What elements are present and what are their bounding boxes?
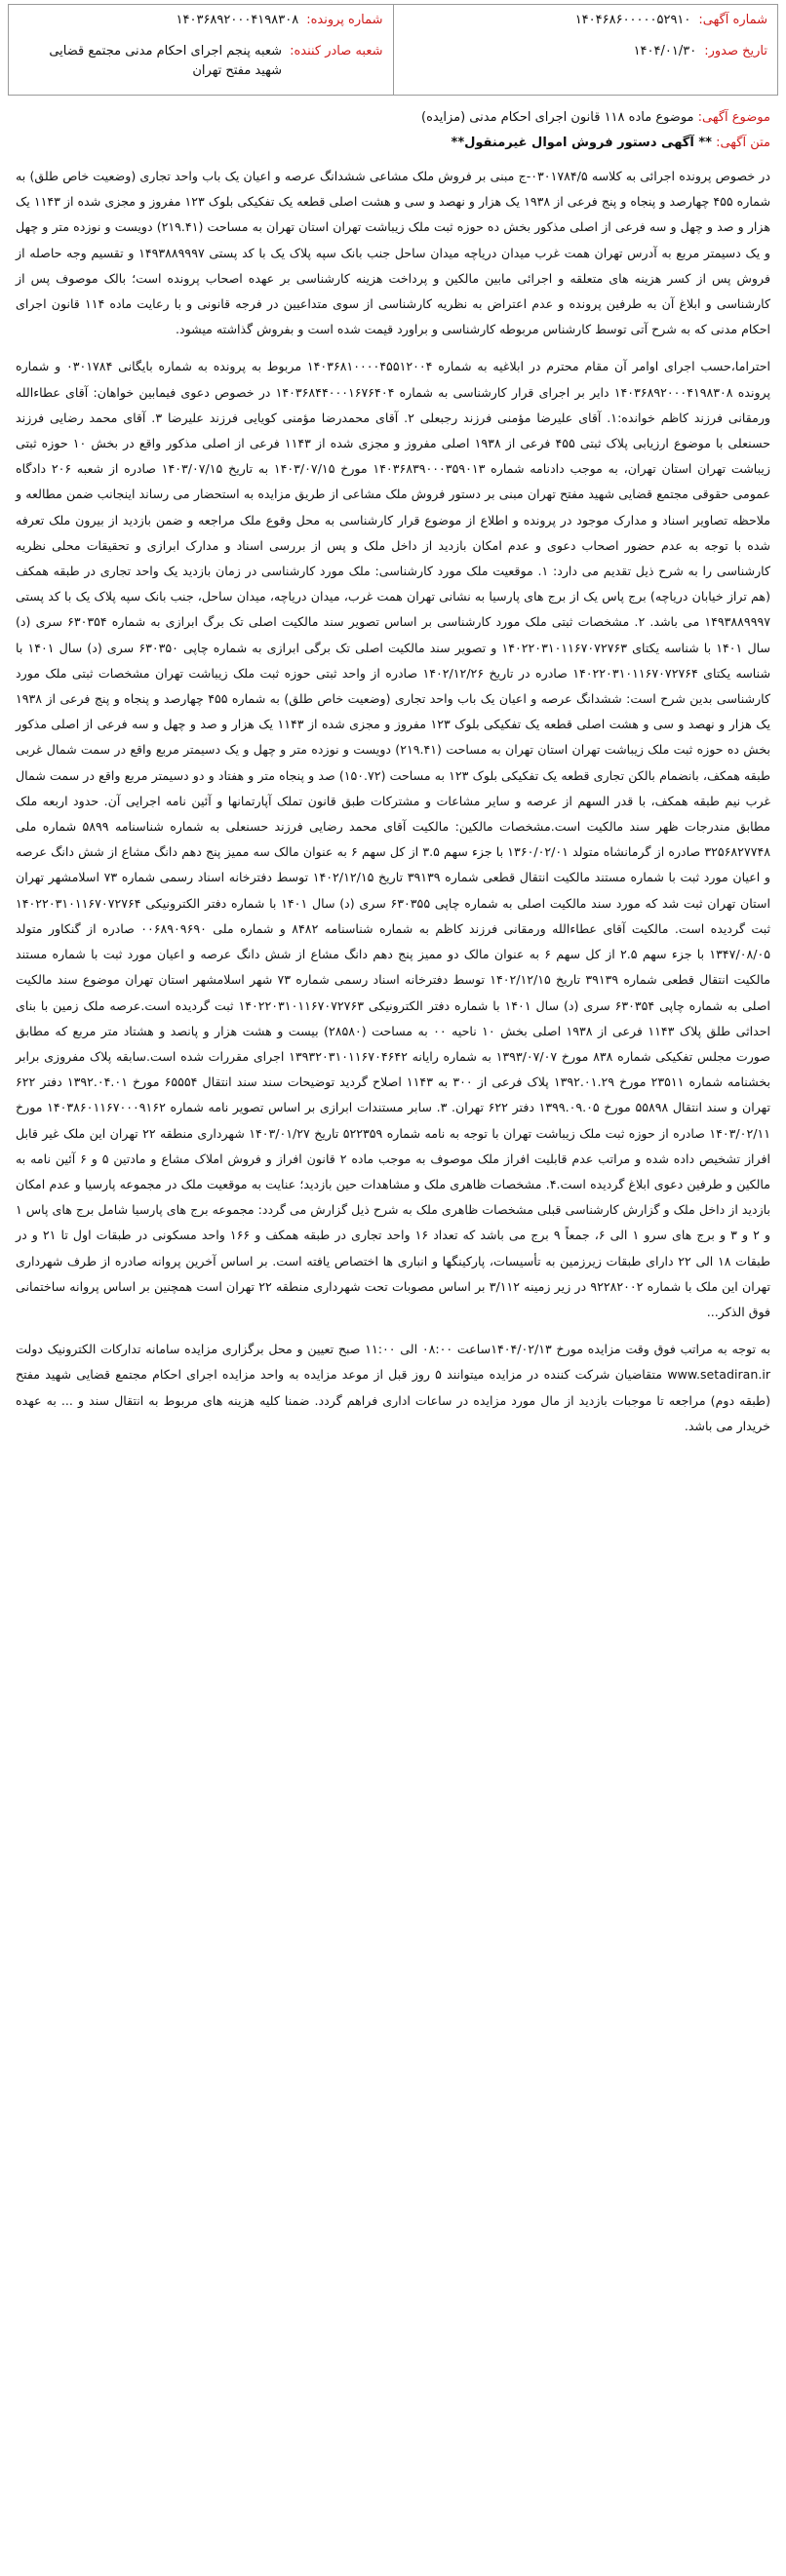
- paragraph-auction-time: به توجه به مراتب فوق وقت مزایده مورخ ۱۴۰۴/۰۲/۱۳ساعت ۰۸:۰۰ الی ۱۱:۰۰ صبح تعیین و محل برگزاری مزایده سامانه تدارکات الکترونیک دولت www.setadiran.ir متقاضیان شرکت کننده در مزایده میتوانند ۵ روز قبل از موعد مزایده به واحد مزایده اجرای احکام مجتمع قضایی شهید مفتح (طبقه دوم) مراجعه تا موجبات بازدید از مال مورد مزایده در ساعات اداری فراهم گردد. ضمنا کلیه هزینه های مربوط به انتقال سند و ... به عهده خریدار می باشد.: [16, 1342, 770, 1433]
- case-number-row: [19, 11, 383, 30]
- case-number: ۱۴۰۳۶۸۹۲۰۰۰۴۱۹۸۳۰۸: [176, 13, 299, 27]
- issuing-branch: شعبه پنجم اجرای احکام مدنی مجتمع قضایی شهید مفتح تهران: [49, 44, 283, 78]
- subject-line: [8, 96, 778, 129]
- letter-number-row: [404, 11, 768, 30]
- issue-date-row: [404, 42, 768, 61]
- header-left-cell: [9, 5, 394, 95]
- header-table: [8, 4, 778, 96]
- ad-body: [8, 154, 778, 1439]
- paragraph-intro: در خصوص پرونده اجرائی به کلاسه ۰۳۰۱۷۸۴/۵-ج مبنی بر فروش ملک مشاعی ششدانگ عرصه و اعیان یک باب واحد تجاری (وضعیت خاص طلق) به شماره ۴۵۵ چهارصد و پنجاه و پنج فرعی از ۱۹۳۸ یک هزار و نهصد و سی و هشت اصلی قطعه یک تفکیکی بلوک ۱۲۳ مفروز و مجزی شده از ۱۱۴۳ یک هزار و صد و چهل و سه فرعی از اصلی مذکور بخش ده حوزه ثبت ملک زیباشت تهران استان تهران به مساحت (۲۱۹.۴۱) دویست و نوزده متر و چهل و یک دسیمتر مربع به آدرس تهران همت غرب میدان دریاچه میدان ساحل جنب بانک سپه پلاک یک با کد پستی ۱۴۹۳۸۸۹۹۹۷ و تقسیم وجه حاصله از فروش پس از کسر هزینه های متعلقه و اجرائی مابین مالکین و پرداخت هزینه کارشناسی بر عهده اصحاب پرونده است؛ بالک موصوف پس از کارشناسی و ابلاغ آن به طرفین پرونده و عدم اعتراض به نظریه کارشناسی از سوی متداعیین در فرجه قانونی و با رعایت ماده ۱۱۴ قانون اجرای احکام مدنی که به شرح آتی توسط کارشناس مربوطه کارشناسی و براورد قیمت شده است و بفروش گذاشته میشود.: [16, 169, 771, 337]
- subject-text: موضوع ماده ۱۱۸ قانون اجرای احکام مدنی (مزایده): [421, 110, 694, 125]
- header-right-cell: [394, 5, 778, 95]
- letter-number-label: شماره آگهی:: [698, 13, 767, 27]
- subject-label: موضوع آگهی:: [697, 110, 770, 125]
- document: [8, 0, 778, 1439]
- issue-date: ۱۴۰۴/۰۱/۳۰: [633, 44, 697, 59]
- paragraph-expert-report: احتراما،حسب اجرای اوامر آن مقام محترم در ابلاغیه به شماره ۱۴۰۳۶۸۱۰۰۰۰۴۵۵۱۲۰۰۴ مربوط به پرونده به شماره بایگانی ۰۳۰۱۷۸۴ و شماره پرونده ۱۴۰۳۶۸۹۲۰۰۰۴۱۹۸۳۰۸ دایر بر اجرای قرار کارشناسی به شماره ۱۴۰۳۶۸۴۴۰۰۰۱۶۷۶۴۰۴ در خصوص دعوی فیمابین خواهان: آقای عطاءالله ورمقانی فرزند کاظم خوانده:۱. آقای علیرضا مؤمنی فرزند رجبعلی ۲. آقای محمدرضا مؤمنی کویایی فرزند علیرضا ۳. آقای محمد رضایی فرزند حسنعلی با موضوع ارزیابی پلاک ثبتی ۴۵۵ فرعی از ۱۹۳۸ اصلی مفروز و مجزی شده از ۱۱۴۳ فرعی از اصلی مذکور واقع در بخش ۱۰ حوزه ثبتی زیباشت تهران استان تهران، به موجب دادنامه شماره ۱۴۰۳۶۸۳۹۰۰۰۳۵۹۰۱۳ مورخ ۱۴۰۳/۰۷/۱۵ به تاریخ ۱۴۰۳/۰۷/۱۵ صادره از شعبه ۲۰۶ دادگاه عمومی حقوقی مجتمع قضایی شهید مفتح تهران مبنی بر دستور فروش ملک مشاعی از طریق مزایده به استحضار می رساند اینجانب ضمن مطالعه و ملاحظه تصاویر اسناد و مدارک موجود در پرونده و اطلاع از موضوع قرار کارشناسی به محل وقوع ملک مراجعه و ضمن بازدید از بیرون ملک تعرفه شده با توجه به عدم حضور اصحاب دعوی و عدم امکان بازدید از داخل ملک و پس از بررسی اسناد و مدارک ابرازی و تحقیقات محلی نظریه کارشناسی را به شرح ذیل تقدیم می دارد: ۱. موقعیت ملک مورد کارشناسی: ملک مورد کارشناسی در زمان بازدید یک واحد تجاری در طبقه همکف (هم تراز خیابان دریاچه) برج پاس یک از برج های پارسیا به نشانی تهران همت غرب، میدان دریاچه، میدان ساحل، جنب بانک سپه پلاک یک با کد پستی ۱۴۹۳۸۸۹۹۹۷ می باشد. ۲. مشخصات ثبتی ملک مورد کارشناسی بر اساس تصویر سند مالکیت اصلی تک برگ ابرازی به شماره ۶۳۰۳۵۴ سری (د) سال ۱۴۰۱ با شناسه یکتای ۱۴۰۲۲۰۳۱۰۱۱۶۷۰۷۲۷۶۳ و تصویر سند مالکیت اصلی تک برگی ابرازی به شماره چاپی ۶۳۰۳۵۰ سری (د) سال ۱۴۰۱ با شناسه یکتای ۱۴۰۲۲۰۳۱۰۱۱۶۷۰۷۲۷۶۴ صادره در تاریخ ۱۴۰۲/۱۲/۲۶ صادره از واحد ثبتی حوزه ثبت ملک زیباشت تهران مشخصات ثبتی ملک مورد کارشناسی بدین شرح است: ششدانگ عرصه و اعیان یک باب واحد تجاری (وضعیت خاص طلق) به شماره ۴۵۵ چهارصد و پنجاه و پنج فرعی از ۱۹۳۸ یک هزار و نهصد و سی و هشت اصلی قطعه یک تفکیکی بلوک ۱۲۳ مفروز و مجزی شده از ۱۱۴۳ یک هزار و صد و چهل و سه فرعی از اصلی مذکور بخش ده حوزه ثبت ملک زیباشت تهران استان تهران به مساحت (۲۱۹.۴۱) دویست و نوزده متر و چهل و یک دسیمتر مربع واقع در سمت شمال غربی طبقه همکف، بانضمام بالکن تجاری قطعه یک تفکیکی بلوک ۱۲۳ به مساحت (۱۵۰.۷۲) صد و پنجاه متر و هفتاد و دو دسیمتر مربع واقع در سمت شمال غرب نیم طبقه همکف، با قدر السهم از عرصه و سایر مشاعات و مشترکات طبق قانون تملک آپارتمانها و آئین نامه اجرایی آن. حدود اربعه ملک مطابق مندرجات ظهر سند مالکیت است.مشخصات مالکین: مالکیت آقای محمد رضایی فرزند حسنعلی به شماره شناسنامه ۵۸۹۹ شماره ملی ۳۲۵۶۸۲۷۷۴۸ صادره از گرمانشاه متولد ۱۳۶۰/۰۲/۰۱ با جزء سهم ۳.۵ از کل سهم ۶ به عنوان مالک سه ممیز پنج دهم دانگ مشاع از شش دانگ عرصه و اعیان مورد ثبت با شماره مستند مالکیت انتقال قطعی شماره ۳۹۱۳۹ تاریخ ۱۴۰۲/۱۲/۱۵ توسط دفترخانه اسناد رسمی شماره ۷۳ اسلامشهر تهران استان تهران ثبت شد که مورد سند مالکیت اصلی به شماره چاپی ۶۳۰۳۵۵ سری (د) سال ۱۴۰۱ با شماره دفتر الکترونیکی ۱۴۰۲۲۰۳۱۰۱۱۶۷۰۷۲۷۶۴ ثبت گردیده است. مالکیت آقای عطاءالله ورمقانی فرزند کاظم به شماره شناسنامه ۸۴۸۲ و شماره ملی ۰۰۶۸۹۰۹۶۹۰ صادره از گنکاور متولد ۱۳۴۷/۰۸/۰۵ با جزء سهم ۲.۵ از کل سهم ۶ به عنوان مالک دو ممیز پنج دهم دانگ مشاع از شش دانگ عرصه و اعیان مورد ثبت با شماره مستند مالکیت انتقال قطعی شماره ۳۹۱۳۹ تاریخ ۱۴۰۲/۱۲/۱۵ توسط دفترخانه اسناد رسمی شماره ۷۳ شهر اسلامشهر استان تهران موضوع سند مالکیت اصلی به شماره چاپی ۶۳۰۳۵۴ سری (د) سال ۱۴۰۱ با شماره دفتر الکترونیکی ۱۴۰۲۲۰۳۱۰۱۱۶۷۰۷۲۷۶۳ ثبت گردیده است.عرصه ملک زمین با بنای احداثی طلق پلاک ۱۱۴۳ فرعی از ۱۹۳۸ اصلی بخش ۱۰ ناحیه ۰۰ به مساحت (۲۸۵۸۰) بیست و هشت هزار و پانصد و هشتاد متر مربع که مطابق صورت مجلس تفکیکی شماره ۸۳۸ مورخ ۱۳۹۳/۰۷/۰۷ به شماره رایانه ۱۳۹۳۲۰۳۱۰۱۱۶۷۰۴۶۴۲ اجرای مقررات شده است.سابقه پلاک مفروزی برابر بخشنامه شماره ۲۳۵۱۱ مورخ ۱۳۹۲.۰۱.۲۹ پلاک فرعی از ۳۰۰ به ۱۱۴۳ اصلاح گردید توضیحات سند سند انتقال ۶۵۵۵۴ مورخ ۱۳۹۲.۰۴.۰۱ دفتر ۶۲۲ تهران و سند انتقال ۵۵۸۹۸ مورخ ۱۳۹۹.۰۹.۰۵ دفتر ۶۲۲ تهران. ۳. سابر مستندات ابرازی بر اساس تصویر نامه شماره ۱۴۰۳۸۶۰۱۱۶۷۰۰۰۹۱۶۲ مورخ ۱۴۰۳/۰۲/۱۱ صادره از حوزه ثبت ملک زیباشت تهران با توجه به نامه شماره ۵۲۲۳۵۹ تاریخ ۱۴۰۳/۰۱/۲۷ شهرداری منطقه ۲۲ تهران این ملک غیر قابل افراز تشخیص داده شده و مراتب عدم قابلیت افراز ملک موصوف به موجب ماده ۲ قانون افراز و فروش املاک مشاع و مادتین ۵ و ۶ آئین نامه به مالکین و طرفین دعوی ابلاغ گردیده است.۴. مشخصات ظاهری ملک و مشاهدات حین بازدید؛ عنایت به موقعیت ملک در مجموعه پارسیا و عدم امکان بازدید از داخل ملک و گزارش کارشناسی قبلی مشخصات ظاهری ملک به شرح ذیل گزارش می گردد: مجموعه برج های پارسیا شامل برج های پاس ۱ و ۲ و ۳ و برج های سرو ۱ الی ۶، جمعاً ۹ برج می باشد که تعداد ۱۶ واحد تجاری در طبقه همکف و ۱۶۶ واحد مسکونی در طبقات اول تا ۲۱ و در طبقات ۱۸ الی ۲۲ دارای طبقات زیرزمین به تأسیسات، پارکینگها و انباری ها اختصاص یافته است. بر اساس آخرین پروانه صادره از طرف شهرداری تهران این ملک با شماره ۹۲۲۸۲۰۰۲ در زیر زمینه ۳/۱۱۲ بر اساس مصوبات تحت شهرداری منطقه ۲۲ تهران است همچنین بر اساس پروانه ساختمانی فوق الذکر...: [16, 359, 771, 1319]
- ad-label: متن آگهی:: [716, 136, 770, 150]
- issue-date-label: تاریخ صدور:: [704, 44, 767, 59]
- issuing-branch-label: شعبه صادر کننده:: [290, 44, 383, 59]
- issuing-branch-row: [19, 42, 383, 81]
- letter-number: ۱۴۰۴۶۸۶۰۰۰۰۰۵۲۹۱۰: [574, 13, 691, 27]
- ad-title-line: [8, 129, 778, 154]
- case-number-label: شماره پرونده:: [306, 13, 383, 27]
- ad-title: ** آگهی دستور فروش اموال غیرمنقول**: [451, 136, 712, 150]
